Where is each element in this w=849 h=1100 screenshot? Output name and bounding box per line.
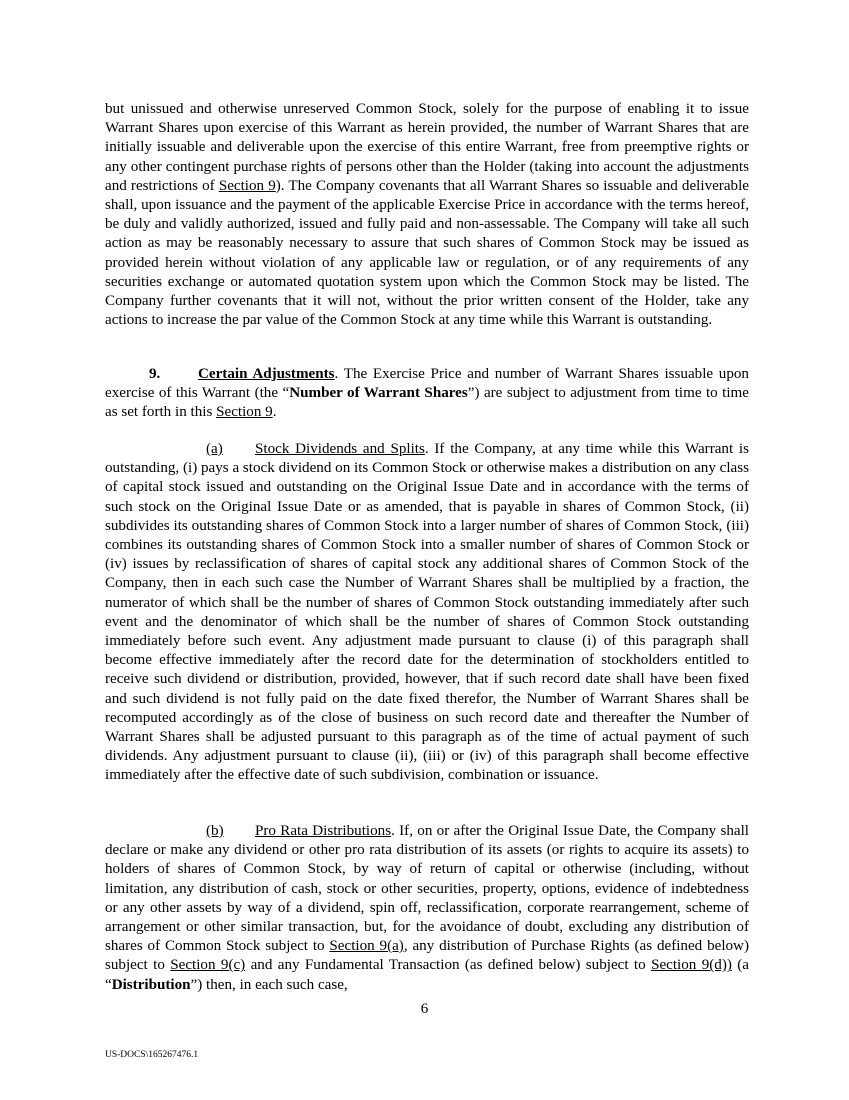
text-run: . If the Company, at any time while this Warrant is outstanding, (i) pays a stock dividend on its Common Stock or otherwise makes a distribution on any class of capital stock issued and outstanding on the Original Issue Date and in accordance with the terms of such stock on the Original Issue Date or as amended, that is payable in shares of Common Stock, (ii) subdivides its outstanding shares of Common Stock into a larger number of shares of Common Stock, (iii) combines its outstanding shares of Common Stock into a smaller number of shares of Common Stock or (iv) issues by reclassification of shares of capital stock any additional shares of Common Stock of the Company, then in each such case the Number of Warrant Shares shall be multiplied by a fraction, the numerator of which shall be the number of shares of Common Stock outstanding immediately after such event and the denominator of which shall be the number of shares of Common Stock outstanding immediately before such event. Any adjustment made pursuant to clause (i) of this paragraph shall become effective immediately after the record date for the determination of stockholders entitled to receive such dividend or distribution, provided, however, that if such record date shall have been fixed and such dividend is not fully paid on the date fixed therefor, the Number of Warrant Shares shall be recomputed accordingly as of the close of business on such record date and thereafter the Number of Warrant Shares shall be adjusted pursuant to this paragraph as of the time of actual payment of such dividends. Any adjustment pursuant to clause (ii), (iii) or (iv) of this paragraph shall become effective immediately after the effective date of such subdivision, combination or issuance.	[105, 441, 749, 784]
subsection-a-paragraph	[105, 440, 749, 786]
text-run: and any Fundamental Transaction (as defined below) subject to	[245, 957, 652, 974]
text-run: ). The Company covenants that all Warrant Shares so issuable and deliverable shall, upon issuance and the payment of the applicable Exercise Price in accordance with the terms hereof, be duly and validly authorized, issued and fully paid and non-assessable. The Company will take all such action as may be reasonably necessary to assure that such shares of Common Stock may be issued as provided herein without violation of any applicable law or regulation, or of any requirements of any securities exchange or automated quotation system upon which the Common Stock may be listed. The Company further covenants that it will not, without the prior written consent of the Holder, take any actions to increase the par value of the Common Stock at any time while this Warrant is outstanding.	[105, 177, 749, 329]
subsection-b-paragraph	[105, 822, 749, 995]
subsection-label: (b)	[206, 823, 224, 839]
text-run: but unissued and otherwise unreserved Common Stock, solely for the purpose of enabling it to issue Warrant Shares upon exercise of this Warrant as herein provided, the number of Warrant Shares that are initially issuable and deliverable upon the exercise of this entire Warrant, free from preemptive rights or any other contingent purchase rights of persons other than the Holder (taking into account the adjustments and restrictions of	[105, 101, 749, 194]
section-reference: Section 9(d))	[651, 957, 732, 974]
text-run: .	[272, 404, 277, 421]
subsection-label: (a)	[206, 441, 223, 457]
text-run: ”) then, in each such case,	[190, 976, 348, 993]
page-number: 6	[420, 1001, 429, 1017]
defined-term: Number of Warrant Shares	[289, 385, 468, 402]
subsection-heading: Stock Dividends and Splits	[255, 441, 425, 457]
text-run: ”) are subject to adjustment from time to time as set forth in this	[105, 385, 749, 421]
section-reference: Section 9(c)	[170, 957, 246, 974]
document-id: US-DOCS\165267476.1	[105, 1050, 199, 1060]
section-heading: Certain Adjustments	[198, 366, 335, 382]
subsection-heading: Pro Rata Distributions	[255, 823, 392, 839]
paragraph-reservation-of-shares	[105, 100, 749, 330]
text-run: (a “	[105, 957, 749, 993]
defined-term: Distribution	[111, 976, 191, 993]
section-number: 9.	[149, 366, 161, 382]
section-9-paragraph	[105, 365, 749, 423]
section-reference: Section 9(a)	[329, 938, 404, 955]
section-reference: Section 9	[216, 404, 273, 421]
text-run: . The Exercise Price and number of Warrant Shares issuable upon exercise of this Warrant (the “	[105, 366, 749, 402]
text-run: , any distribution of Purchase Rights (as defined below) subject to	[105, 938, 749, 974]
text-run: . If, on or after the Original Issue Date, the Company shall declare or make any dividend or other pro rata distribution of its assets (or rights to acquire its assets) to holders of shares of Common Stock, by way of return of capital or otherwise (including, without limitation, any distribution of cash, stock or other securities, property, options, evidence of indebtedness or any other assets by way of a dividend, spin off, reclassification, corporate rearrangement, scheme of arrangement or other similar transaction, but, for the avoidance of doubt, excluding any distribution of shares of Common Stock subject to	[105, 823, 749, 955]
section-reference: Section 9	[218, 177, 276, 194]
